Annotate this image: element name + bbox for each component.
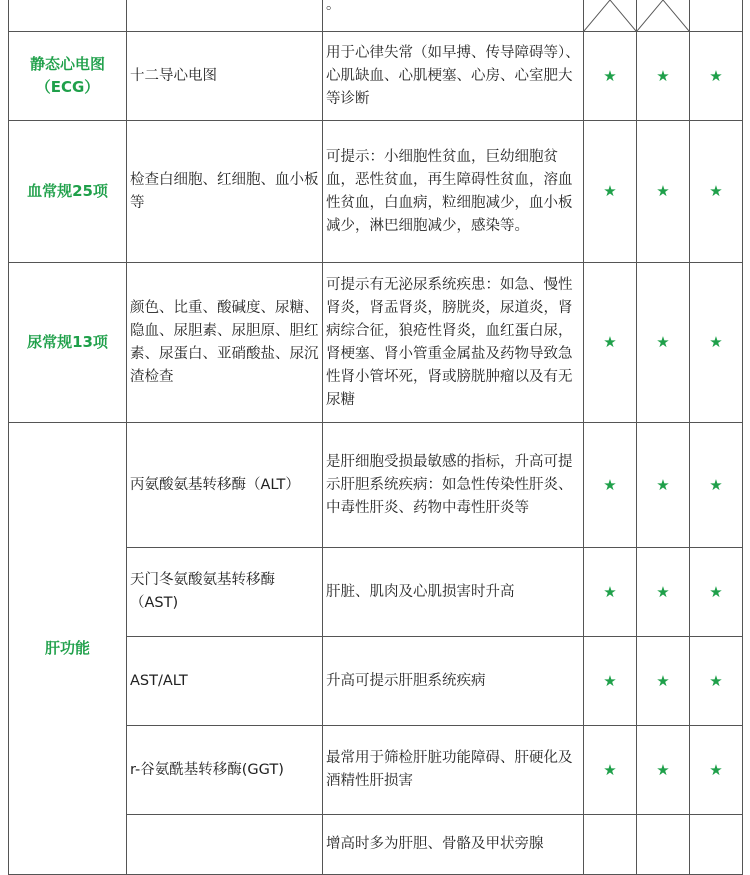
star-icon: ★ [637, 548, 690, 637]
star-icon: ★ [584, 263, 637, 423]
table-row [9, 423, 743, 548]
description-cell-top [323, 0, 584, 32]
star-icon: ★ [690, 423, 743, 548]
category-cell [9, 121, 127, 263]
description-cell: 可提示有无泌尿系统疾患：如急、慢性肾炎，肾盂肾炎，膀胱炎，尿道炎，肾病综合征，狼疮性肾炎，血红蛋白尿，肾梗塞、肾小管重金属盐及药物导致急性肾小管坏死，肾或膀胱肿瘤以及有无尿糖 [323, 263, 584, 423]
star-icon: ★ [690, 32, 743, 121]
table-row [9, 263, 743, 423]
description-cell: 肝脏、肌肉及心肌损害时升高 [323, 548, 584, 637]
star-icon: ★ [690, 121, 743, 263]
star-icon: ★ [637, 263, 690, 423]
blank-cell [690, 0, 743, 32]
description-cell: 增高时多为肝胆、骨骼及甲状旁腺 [323, 815, 584, 875]
item-cell: 丙氨酸氨基转移酶（ALT） [127, 423, 323, 548]
star-icon: ★ [637, 637, 690, 726]
description-cell: 最常用于筛检肝脏功能障碍、肝硬化及酒精性肝损害 [323, 726, 584, 815]
blank-cell [690, 815, 743, 875]
category-cell [9, 32, 127, 121]
blank-cell [584, 815, 637, 875]
category-cell [9, 263, 127, 423]
diagonal-cell [637, 0, 690, 32]
star-icon: ★ [637, 726, 690, 815]
description-cell: 可提示：小细胞性贫血，巨幼细胞贫血，恶性贫血，再生障碍性贫血，溶血性贫血，白血病，粒细胞减少，血小板减少，淋巴细胞减少，感染等。 [323, 121, 584, 263]
star-icon: ★ [690, 548, 743, 637]
item-cell: 颜色、比重、酸碱度、尿糖、隐血、尿胆素、尿胆原、胆红素、尿蛋白、亚硝酸盐、尿沉渣检查 [127, 263, 323, 423]
item-cell: 十二导心电图 [127, 32, 323, 121]
star-icon: ★ [690, 726, 743, 815]
category-cell-liver: 肝功能 [9, 423, 127, 875]
table-row [9, 32, 743, 121]
item-cell [127, 815, 323, 875]
category-cell-top [9, 0, 127, 32]
star-icon: ★ [584, 726, 637, 815]
item-cell-top [127, 0, 323, 32]
category-label: 尿常规13项 [27, 333, 108, 351]
table-row-top [9, 0, 743, 32]
diagonal-cell [584, 0, 637, 32]
star-icon: ★ [690, 263, 743, 423]
star-icon: ★ [584, 423, 637, 548]
item-cell: r-谷氨酰基转移酶(GGT) [127, 726, 323, 815]
star-icon: ★ [584, 121, 637, 263]
star-icon: ★ [584, 548, 637, 637]
diagonal-mark [584, 0, 636, 31]
blank-cell [637, 815, 690, 875]
star-icon: ★ [690, 637, 743, 726]
diagonal-mark [637, 0, 689, 31]
description-cell: 用于心律失常（如早搏、传导障碍等）、心肌缺血、心肌梗塞、心房、心室肥大等诊断 [323, 32, 584, 121]
category-label: （ECG） [35, 78, 100, 96]
star-icon: ★ [637, 121, 690, 263]
description-cell: 是肝细胞受损最敏感的指标，升高可提示肝胆系统疾病：如急性传染性肝炎、中毒性肝炎、药物中毒性肝炎等 [323, 423, 584, 548]
table-row [9, 121, 743, 263]
description-tail-text: 。 [326, 0, 341, 13]
category-label: 静态心电图 [29, 55, 105, 73]
category-label: 血常规25项 [27, 182, 108, 200]
item-cell: 检查白细胞、红细胞、血小板等 [127, 121, 323, 263]
star-icon: ★ [584, 32, 637, 121]
item-cell: 天门冬氨酸氨基转移酶（AST) [127, 548, 323, 637]
star-icon: ★ [584, 637, 637, 726]
exam-table [8, 0, 743, 875]
item-cell: AST/ALT [127, 637, 323, 726]
star-icon: ★ [637, 32, 690, 121]
star-icon: ★ [637, 423, 690, 548]
description-cell: 升高可提示肝胆系统疾病 [323, 637, 584, 726]
